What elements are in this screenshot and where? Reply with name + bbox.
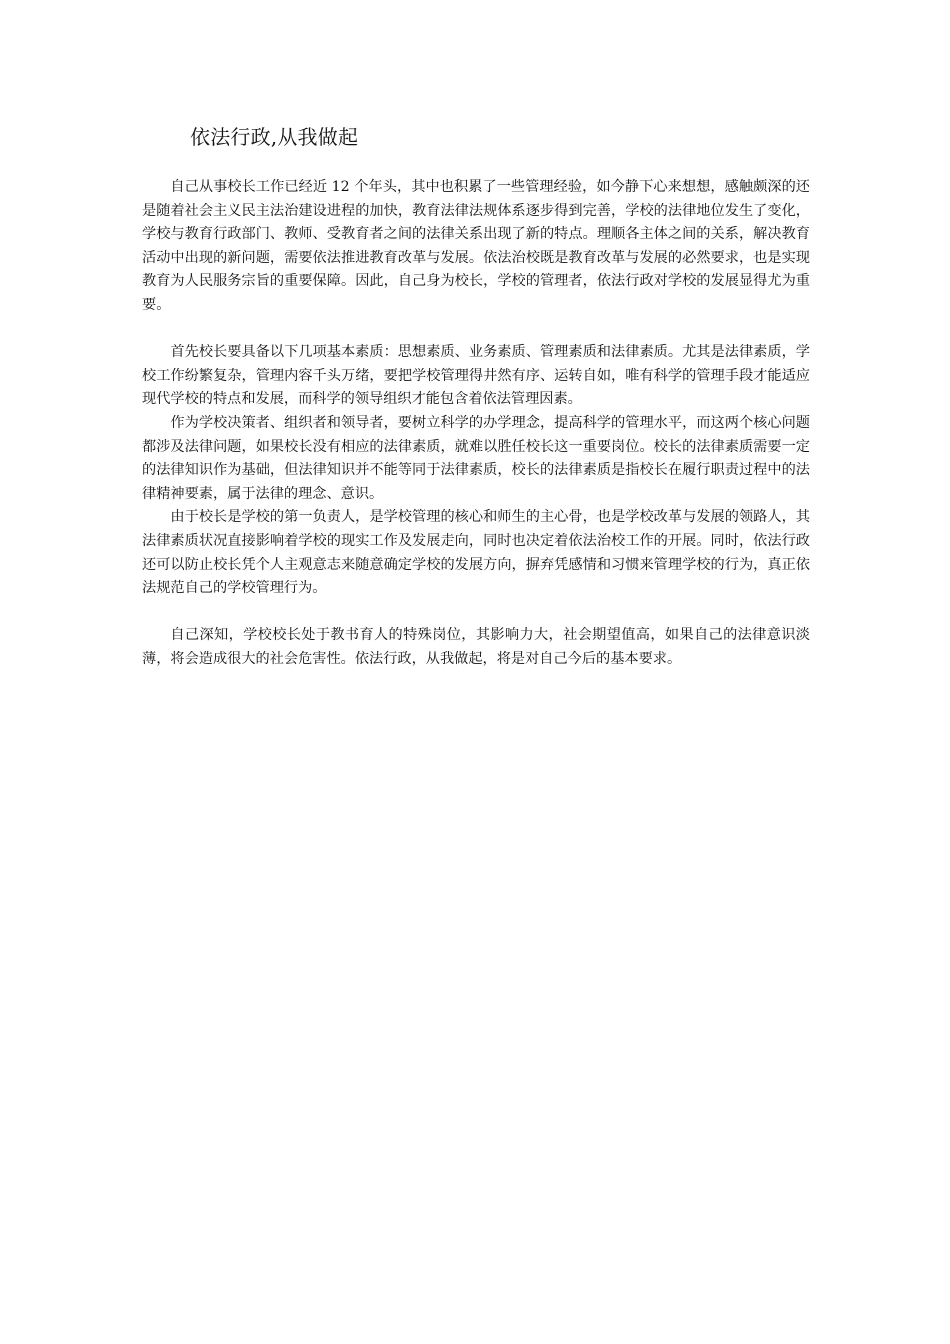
document-body <box>142 176 810 671</box>
paragraph-2: 首先校长要具备以下几项基本素质：思想素质、业务素质、管理素质和法律素质。尤其是法律素质，学校工作纷繁复杂，管理内容千头万绪，要把学校管理得井然有序、运转自如，唯有科学的管理手段才能适应现代学校的特点和发展，而科学的领导组织才能包含着依法管理因素。 <box>142 344 810 408</box>
paragraph-spacer <box>142 601 810 625</box>
paragraph-3: 作为学校决策者、组织者和领导者，要树立科学的办学理念，提高科学的管理水平，而这两个核心问题都涉及法律问题，如果校长没有相应的法律素质，就难以胜任校长这一重要岗位。校长的法律素质需要一定的法律知识作为基础，但法律知识并不能等同于法律素质，校长的法律素质是指校长在履行职责过程中的法律精神要素，属于法律的理念、意识。 <box>142 414 810 502</box>
paragraph-4: 由于校长是学校的第一负责人，是学校管理的核心和师生的主心骨，也是学校改革与发展的领路人，其法律素质状况直接影响着学校的现实工作及发展走向，同时也决定着依法治校工作的开展。同时，依法行政还可以防止校长凭个人主观意志来随意确定学校的发展方向，摒弃凭感情和习惯来管理学校的行为，真正依法规范自己的学校管理行为。 <box>142 509 810 597</box>
paragraph-1: 自己从事校长工作已经近 12 个年头，其中也积累了一些管理经验，如今静下心来想想，感触颇深的还是随着社会主义民主法治建设进程的加快，教育法律法规体系逐步得到完善，学校的法律地位发生了变化，学校与教育行政部门、教师、受教育者之间的法律关系出现了新的特点。理顺各主体之间的关系，解决教育活动中出现的新问题，需要依法推进教育改革与发展。依法治校既是教育改革与发展的必然要求，也是实现教育为人民服务宗旨的重要保障。因此，自己身为校长，学校的管理者，依法行政对学校的发展显得尤为重要。 <box>142 179 810 313</box>
document-title: 依法行政,从我做起 <box>190 125 359 149</box>
paragraph-5: 自己深知，学校校长处于教书育人的特殊岗位，其影响力大，社会期望值高，如果自己的法律意识淡薄，将会造成很大的社会危害性。依法行政，从我做起，将是对自己今后的基本要求。 <box>142 627 810 667</box>
paragraph-spacer <box>142 318 810 342</box>
